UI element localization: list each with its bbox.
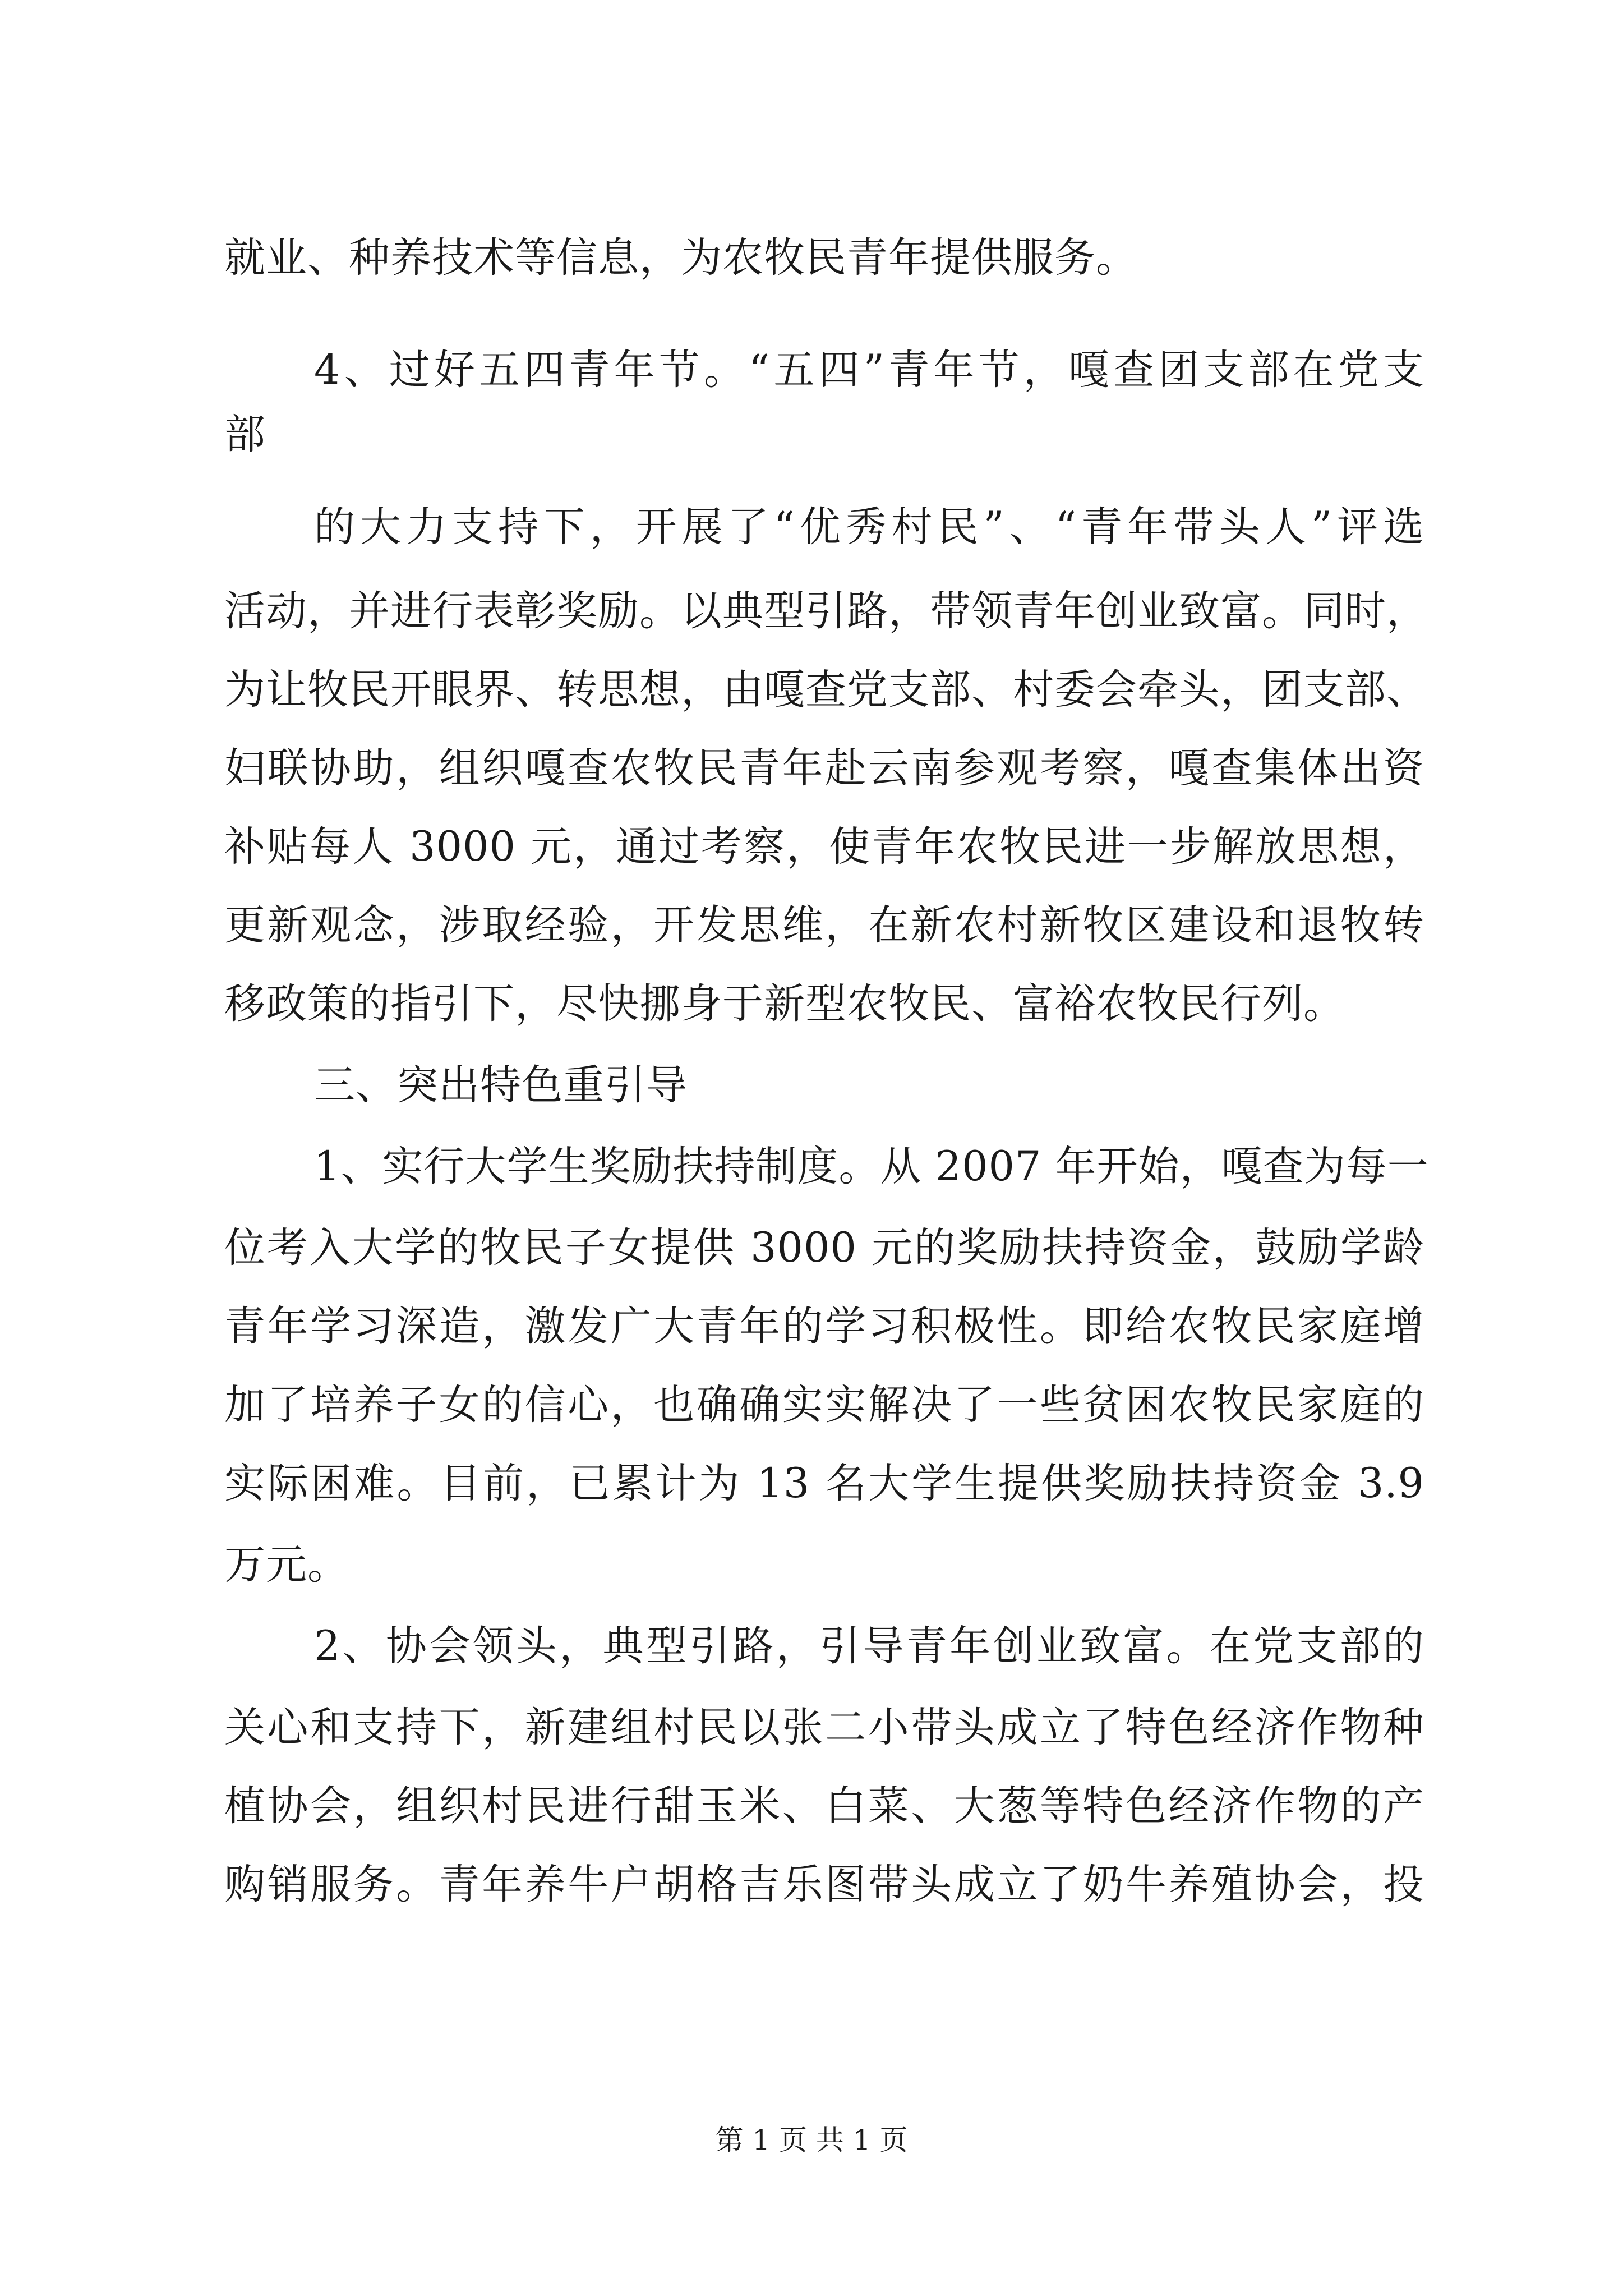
text-line: 植协会，组织村民进行甜玉米、白菜、大葱等特色经济作物的产 <box>224 1782 1424 1830</box>
text-line: 2、协会领头，典型引路，引导青年创业致富。在党支部的 <box>314 1622 1424 1670</box>
text-line: 补贴每人 3000 元，通过考察，使青年农牧民进一步解放思想， <box>224 823 1424 871</box>
page-number-footer: 第 1 页 共 1 页 <box>715 2124 908 2156</box>
text-line: 更新观念，涉取经验，开发思维，在新农村新牧区建设和退牧转 <box>224 901 1424 949</box>
text-line: 活动，并进行表彰奖励。以典型引路，带领青年创业致富。同时， <box>224 587 1428 635</box>
text-line: 的大力支持下，开展了“优秀村民”、“青年带头人”评选 <box>314 503 1424 551</box>
text-line: 购销服务。青年养牛户胡格吉乐图带头成立了奶牛养殖协会，投 <box>224 1861 1424 1908</box>
text-line: 部 <box>224 411 266 458</box>
text-line: 青年学习深造，激发广大青年的学习积极性。即给农牧民家庭增 <box>224 1303 1424 1350</box>
text-line: 万元。 <box>224 1541 349 1589</box>
text-line: 位考入大学的牧民子女提供 3000 元的奖励扶持资金，鼓励学龄 <box>224 1224 1424 1272</box>
text-line: 加了培养子女的信心，也确确实实解决了一些贫困农牧民家庭的 <box>224 1381 1424 1429</box>
text-line: 为让牧民开眼界、转思想，由嘎查党支部、村委会牵头，团支部、 <box>224 666 1428 714</box>
text-line: 关心和支持下，新建组村民以张二小带头成立了特色经济作物种 <box>224 1704 1424 1751</box>
text-line: 就业、种养技术等信息，为农牧民青年提供服务。 <box>224 234 1137 282</box>
section-heading: 三、突出特色重引导 <box>314 1061 688 1109</box>
text-line: 移政策的指引下，尽快挪身于新型农牧民、富裕农牧民行列。 <box>224 980 1345 1028</box>
text-line: 实际困难。目前，已累计为 13 名大学生提供奖励扶持资金 3.9 <box>224 1460 1424 1507</box>
text-line: 1、实行大学生奖励扶持制度。从 2007 年开始，嘎查为每一 <box>314 1143 1429 1190</box>
text-line: 妇联协助，组织嘎查农牧民青年赴云南参观考察，嘎查集体出资 <box>224 744 1424 792</box>
text-line: 4、过好五四青年节。“五四”青年节，嘎查团支部在党支 <box>314 346 1424 394</box>
